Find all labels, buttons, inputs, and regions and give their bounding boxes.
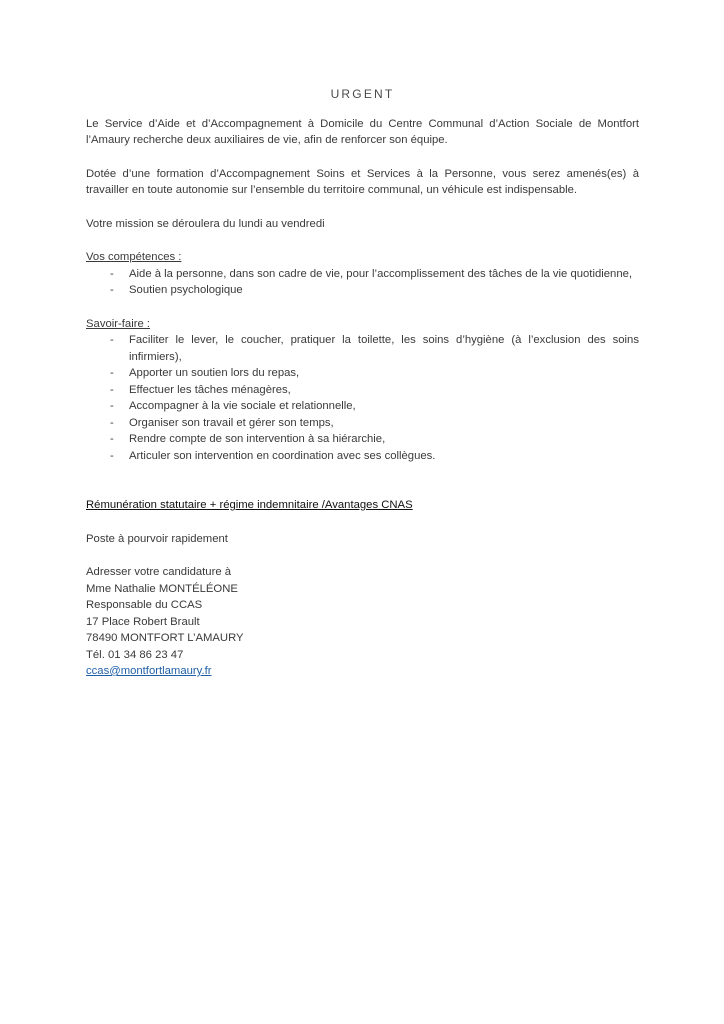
savoir-faire-item-text: Faciliter le lever, le coucher, pratiquer la toilette, les soins d’hygiène (à l’exclusion des soins infirmiers), [129,334,639,363]
contact-city: 78490 MONTFORT L’AMAURY [86,632,244,644]
document-body [86,86,639,680]
intro-paragraph: Le Service d’Aide et d’Accompagnement à Domicile du Centre Communal d’Action Sociale de Montfort l’Amaury recherche deux auxiliaires de vie, afin de renforcer son équipe. [86,117,639,146]
list-item [110,448,639,465]
dash-bullet: - [110,383,114,396]
dash-bullet: - [110,334,114,346]
list-item [110,398,639,415]
savoir-faire-item-text: Organiser son travail et gérer son temps, [129,416,334,429]
list-item [110,332,639,365]
savoir-faire-list [86,332,639,464]
competence-item-text: Soutien psychologique [129,284,243,296]
mission-paragraph: Votre mission se déroulera du lundi au vendredi [86,217,325,230]
dash-bullet: - [110,367,114,379]
list-item [110,431,639,448]
savoir-faire-item-text: Apporter un soutien lors du repas, [129,367,300,379]
training-paragraph: Dotée d’une formation d’Accompagnement Soins et Services à la Personne, vous serez amenés(es) à travailler en toute autonomie sur l’ensemble du territoire communal, un véhicule est indispensable. [86,167,639,196]
contact-role: Responsable du CCAS [86,599,203,611]
list-item [110,365,639,382]
contact-street: 17 Place Robert Brault [86,615,200,628]
dash-bullet: - [110,416,114,429]
competence-item-text: Aide à la personne, dans son cadre de vie, pour l’accomplissement des tâches de la vie quotidienne, [129,267,633,280]
list-item [110,282,639,299]
remuneration-line: Rémunération statutaire + régime indemnitaire /Avantages CNAS [86,499,413,511]
dash-bullet: - [110,400,114,412]
contact-name: Mme Nathalie MONTÉLÉONE [86,582,238,595]
list-item [110,266,639,283]
contact-intro: Adresser votre candidature à [86,566,232,578]
list-item [110,415,639,432]
dash-bullet: - [110,267,114,280]
poste-line: Poste à pourvoir rapidement [86,532,228,545]
competences-list [86,266,639,299]
competences-heading: Vos compétences : [86,251,182,263]
savoir-faire-item-text: Rendre compte de son intervention à sa hiérarchie, [129,433,386,445]
dash-bullet: - [110,449,114,462]
savoir-faire-item-text: Effectuer les tâches ménagères, [129,383,291,396]
savoir-faire-item-text: Accompagner à la vie sociale et relationnelle, [129,400,356,412]
dash-bullet: - [110,433,114,445]
contact-email-link[interactable]: ccas@montfortlamaury.fr [86,665,212,677]
savoir-faire-item-text: Articuler son intervention en coordination avec ses collègues. [129,449,436,462]
dash-bullet: - [110,284,114,296]
savoir-faire-heading: Savoir-faire : [86,317,151,330]
contact-block [86,564,639,680]
document-title: URGENT [330,87,395,101]
list-item [110,382,639,399]
contact-phone: Tél. 01 34 86 23 47 [86,648,184,661]
